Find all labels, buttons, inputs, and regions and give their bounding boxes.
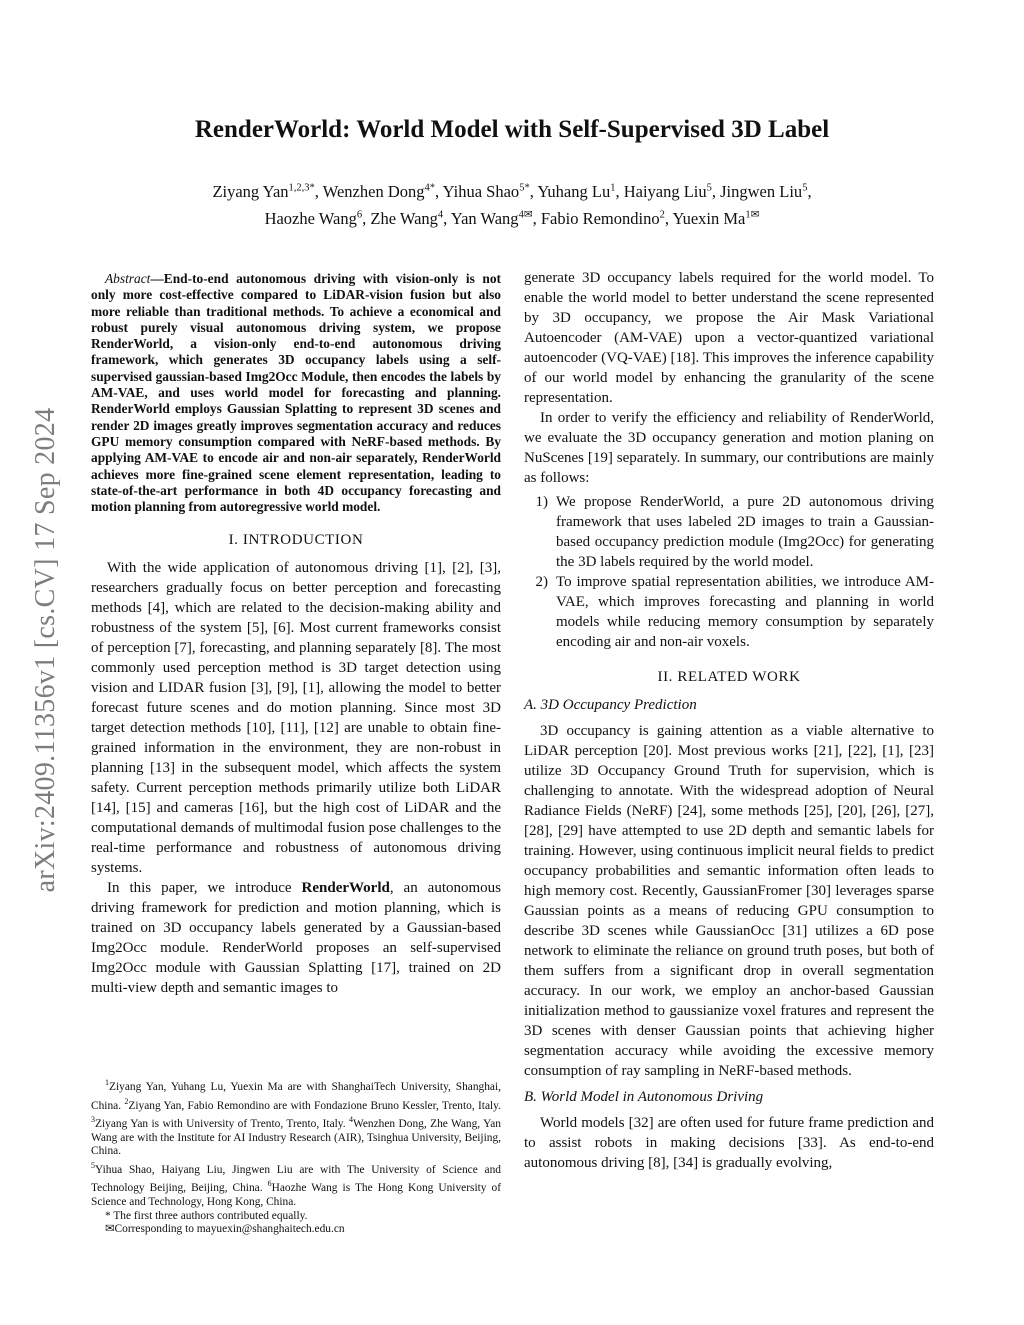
author: Yan Wang$^{4✉}$, (450, 209, 541, 228)
related-paragraph-a: 3D occupancy is gaining attention as a viable alternative to LiDAR perception [20]. Most previous works [21], [22], [1], [23] utilize 3D Occupancy Ground Truth for supervision, which is challenging to annotate. With the widespread adoption of Neural Radiance Fields (NeRF) [24], some methods [25], [20], [26], [27], [28], [29] have attempted to use 2D depth and semantic labels for training. However, using continuous implicit neural fields to predict occupancy probabilities and semantic information often leads to high memory cost. Recently, GaussianFromer [30] leverages sparse Gaussian points as a means of reducing GPU consumption to describe 3D scenes while GaussianOcc [31] utilizes a 6D pose network to eliminate the reliance on ground truth poses, but both of them suffers from a significant drop in overall segmentation accuracy. In our work, we employ an anchor-based Gaussian initialization method to gaussianize voxel fratures and represent the 3D scenes with denser Gaussian points that achieving higher segmentation accuracy while avoiding the excessive memory consumption of ray sampling in NeRF-based methods. (524, 723, 934, 1079)
author: Jingwen Liu$^5$, (720, 181, 812, 201)
abstract: Abstract—End-to-end autonomous driving with vision-only is not only more cost-effective compared to LiDAR-vision fusion but also more reliable than traditional methods. To achieve a economical and robust purely visual autonomous driving system, we propose RenderWorld, a vision-only end-to-end autonomous driving framework, which generates 3D occupancy labels using a self-supervised gaussian-based Img2Occ Module, then encodes the labels by AM-VAE, and uses world model for forecasting and planning. RenderWorld employs Gaussian Splatting to represent 3D scenes and render 2D images greatly improves segmentation accuracy and reduces GPU memory consumption compared with NeRF-based methods. By applying AM-VAE to encode air and non-air separately, RenderWorld achieves more fine-grained scene element representation, leading to state-of-the-art performance in both 4D occupancy forecasting and motion planning from autoregressive world model. (91, 271, 501, 515)
author: Haiyang Liu$^5$, (623, 181, 721, 201)
subsection-heading-world-model: B. World Model in Autonomous Driving (524, 1089, 764, 1105)
footnote-affiliations: $^1$Ziyang Yan, Yuhang Lu, Yuexin Ma are with ShanghaiTech University, Shanghai, China. $^2$Ziyang Yan, Fabio Remondino are with Fondazione Bruno Kessler, Trento, Italy. $^3$Ziyang Yan is with University of Trento, Trento, Italy. $^4$Wenzhen Dong, Zhe Wang, Yan Wang are with the Institute for AI Industry Research (AIR), Tsinghua University, Beijing, China. $^5$Yihua Shao, Haiyang Liu, Jingwen Liu are with The University of Science and Technology Beijing, Beijing, China. $^6$Haozhe Wang is The Hong Kong University of Science and Technology, Hong Kong, China. (91, 1078, 501, 1208)
right-column (524, 268, 934, 1173)
left-column (91, 268, 501, 998)
author: Yihua Shao$^{5*}$, (442, 181, 538, 201)
abstract-text: End-to-end autonomous driving with vision-only is not only more cost-effective compared to LiDAR-vision fusion but also more reliable than traditional methods. To achieve a economical and robust purely visual autonomous driving system, we propose RenderWorld, a vision-only end-to-end autonomous driving framework, which generates 3D occupancy labels using a self-supervised gaussian-based Img2Occ Module, then encodes the labels by AM-VAE, and uses world model for forecasting and planning. RenderWorld employs Gaussian Splatting to represent 3D scenes and render 2D images greatly improves segmentation accuracy and reduces GPU memory consumption compared with NeRF-based methods. By applying AM-VAE to encode air and non-air separately, RenderWorld achieves more fine-grained scene element representation, leading to state-of-the-art performance in both 4D occupancy forecasting and motion planning from autoregressive world model. (91, 271, 501, 515)
author: Wenzhen Dong$^{4*}$, (322, 181, 443, 201)
footnote-equal-contribution: * The first three authors contributed equally. (105, 1209, 308, 1222)
author-list (100, 176, 924, 231)
list-item: 2) To improve spatial representation abilities, we introduce AM-VAE, which improves forecasting and planning in world models while reducing memory consumption by separately encoding air and non-air voxels. (535, 574, 934, 650)
arxiv-stamp-text: arXiv:2409.11356v1 [cs.CV] 17 Sep 2024 (30, 407, 61, 893)
intro-paragraph-1: With the wide application of autonomous driving [1], [2], [3], researchers gradually focus on better perception and forecasting methods [4], which are related to the decision-making ability and robustness of the system [5], [6]. Most current frameworks consist of perception [7], forecasting, and planning separately [8]. The most commonly used perception method is 3D target detection using vision and LIDAR fusion [3], [9], [1], allowing the model to better forecast future scenes and do motion planning. Since most 3D target detection methods [10], [11], [12] are unable to obtain fine-grained information in the environment, they are non-robust in planning [13] in the subsequent model, which affects the system safety. Current perception methods primarily utilize both LiDAR [14], [15] and cameras [16], but the high cost of LiDAR and the computational demands of multimodal fusion pose challenges to the real-time performance and robustness of autonomous driving systems. (91, 560, 501, 877)
abstract-label: Abstract (105, 271, 151, 286)
footnotes (91, 1076, 501, 1237)
list-item: 1) We propose RenderWorld, a pure 2D autonomous driving framework that uses labeled 2D images to train a Gaussian-based occupancy prediction module (Img2Occ) for generating the 3D labels required by the world model. (535, 494, 934, 570)
author: Ziyang Yan$^{1,2,3*}$, (212, 181, 323, 201)
author: Yuexin $Ma^{1✉}$ (672, 209, 760, 228)
intro-paragraph-2-continued: generate 3D occupancy labels required for the world model. To enable the world model to better understand the scene represented by 3D occupancy, we propose the Air Mask Variational Autoencoder (AM-VAE) upon a vector-quantized variational autoencoder (VQ-VAE) [18]. This improves the inference capability of our world model by enhancing the granularity of the scene representation. (524, 270, 934, 406)
section-heading-introduction: I. INTRODUCTION (228, 532, 364, 549)
author: Zhe Wang$^4$, (370, 209, 451, 228)
contribution-list (524, 492, 934, 652)
intro-paragraph-3: In order to verify the efficiency and reliability of RenderWorld, we evaluate the 3D occupancy generation and motion planing on NuScenes [19] separately. In summary, our contributions are mainly as follows: (524, 410, 934, 486)
related-paragraph-b: World models [32] are often used for future frame prediction and to assist robots in making decisions [33]. As end-to-end autonomous driving [8], [34] is gradually evolving, (524, 1115, 934, 1171)
footnote-corresponding: ✉Corresponding to mayuexin@shanghaitech.edu.cn (105, 1223, 345, 1236)
renderworld-emphasis: RenderWorld (301, 880, 390, 897)
subsection-heading-3d-occupancy: A. 3D Occupancy Prediction (524, 697, 697, 713)
author: Haozhe Wang$^6$, (264, 209, 371, 228)
author: Fabio Remondino$^2$, (540, 209, 673, 228)
paper-title: RenderWorld: World Model with Self-Supervised 3D Label (194, 116, 830, 143)
section-heading-related-work: II. RELATED WORK (657, 669, 801, 685)
intro-paragraph-2: In this paper, we introduce RenderWorld, an autonomous driving framework for prediction and motion planning, which is trained on 3D occupancy labels generated by a Gaussian-based Img2Occ module. RenderWorld proposes an self-supervised Img2Occ module with Gaussian Splatting [17], trained on 2D multi-view depth and semantic images to (91, 880, 501, 997)
author: Yuhang Lu$^1$, (537, 181, 624, 201)
arxiv-stamp (24, 350, 68, 950)
